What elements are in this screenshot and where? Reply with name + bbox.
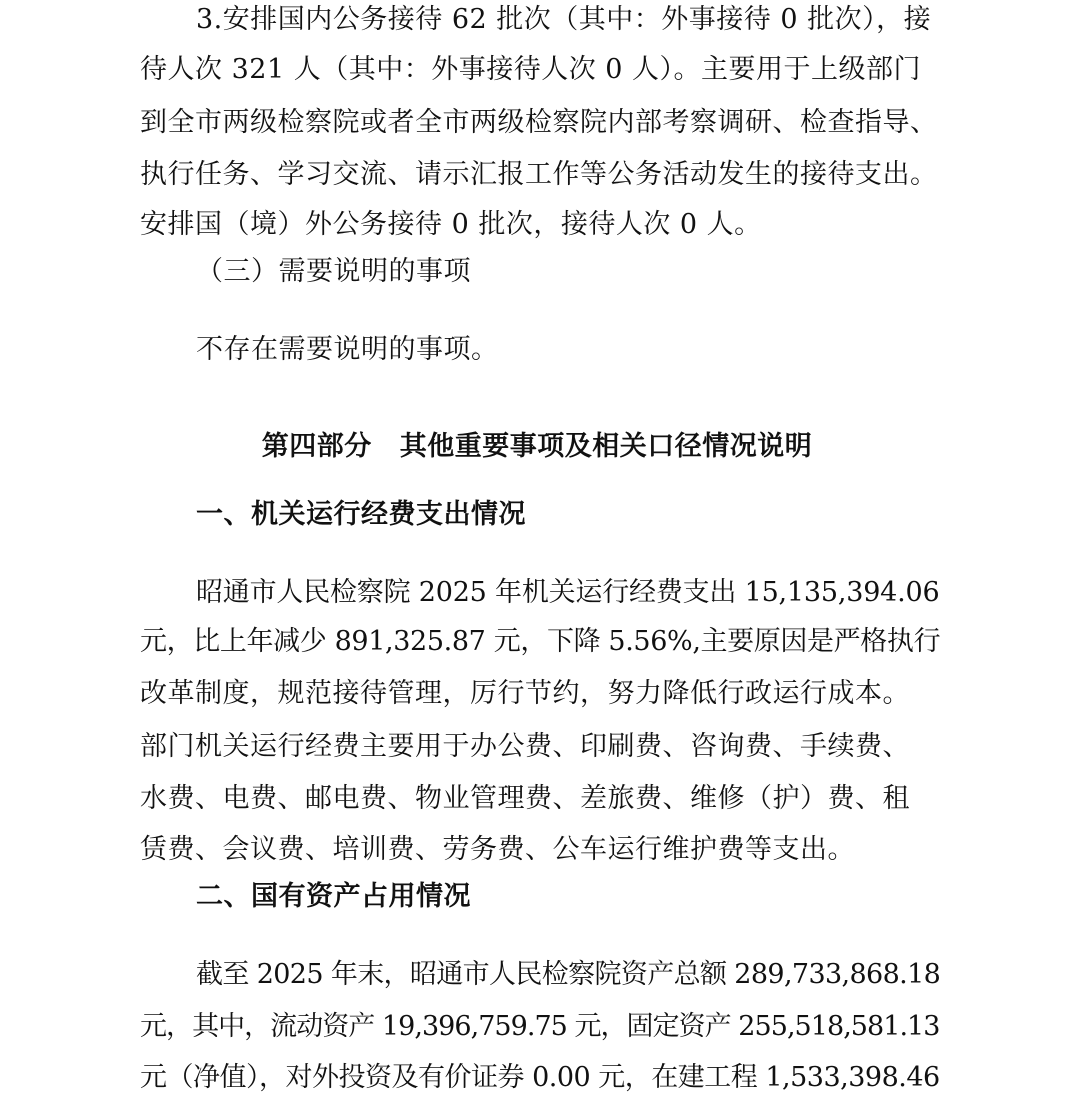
paragraph-line: 元，比上年减少 891,325.87 元，下降 5.56%,主要原因是严格执行 <box>140 626 941 657</box>
notes-body: 不存在需要说明的事项。 <box>196 334 499 365</box>
paragraph-line: 安排国（境）外公务接待 0 批次，接待人次 0 人。 <box>140 209 762 240</box>
part-title <box>0 427 1074 467</box>
paragraph-line: 元（净值），对外投资及有价证券 0.00 元，在建工程 1,533,398.46 <box>140 1062 940 1093</box>
paragraph-line: 部门机关运行经费主要用于办公费、印刷费、咨询费、手续费、 <box>140 731 910 762</box>
paragraph-line: 改革制度，规范接待管理，厉行节约，努力降低行政运行成本。 <box>140 678 910 709</box>
paragraph-line: 昭通市人民检察院 2025 年机关运行经费支出 15,135,394.06 <box>196 577 940 608</box>
paragraph-line: 待人次 321 人（其中：外事接待人次 0 人）。主要用于上级部门 <box>140 54 922 85</box>
notes-heading: （三）需要说明的事项 <box>196 256 471 287</box>
paragraph-line: 执行任务、学习交流、请示汇报工作等公务活动发生的接待支出。 <box>140 159 938 190</box>
paragraph-line: 到全市两级检察院或者全市两级检察院内部考察调研、检查指导、 <box>140 107 938 138</box>
paragraph-line: 元，其中，流动资产 19,396,759.75 元，固定资产 255,518,581.13 <box>140 1011 940 1042</box>
part-number: 第四部分 <box>261 431 372 462</box>
paragraph-line: 截至 2025 年末，昭通市人民检察院资产总额 289,733,868.18 <box>196 959 941 990</box>
paragraph-line: 赁费、会议费、培训费、劳务费、公车运行维护费等支出。 <box>140 834 855 865</box>
part-title-text: 其他重要事项及相关口径情况说明 <box>399 431 813 462</box>
paragraph-line: 3.安排国内公务接待 62 批次（其中：外事接待 0 批次），接 <box>196 4 932 35</box>
section-heading: 二、国有资产占用情况 <box>196 881 471 912</box>
section-heading: 一、机关运行经费支出情况 <box>196 499 526 530</box>
paragraph-line: 水费、电费、邮电费、物业管理费、差旅费、维修（护）费、租 <box>140 783 910 814</box>
